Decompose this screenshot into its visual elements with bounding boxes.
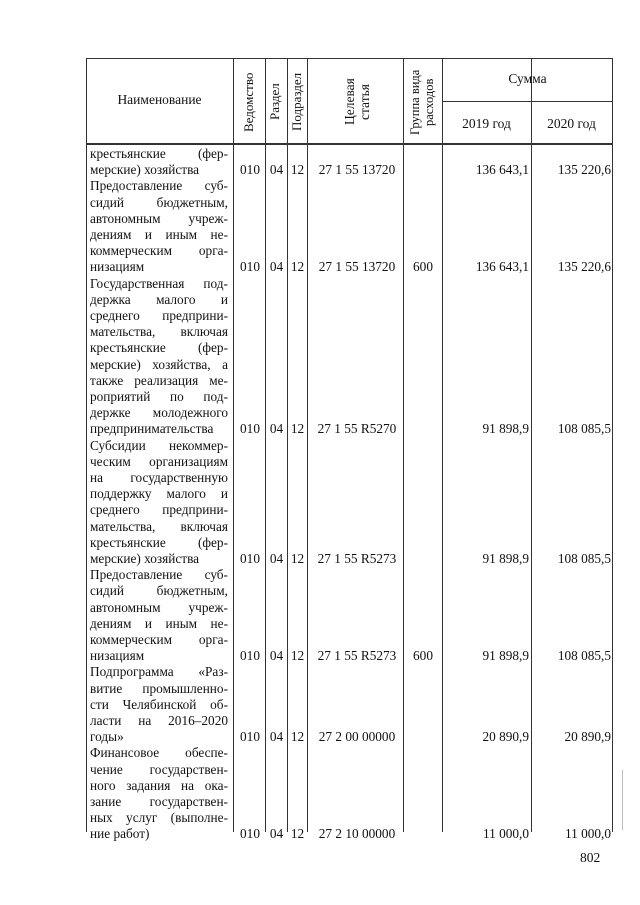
row-name-line: коммерческим орга- <box>90 243 228 259</box>
row-name-line: на государственную <box>90 470 228 485</box>
row-name-line: среднего предприни- <box>90 308 228 323</box>
col-line-ved <box>233 58 234 832</box>
row-podr: 12 <box>290 259 305 275</box>
row-name-line: ного задания на ока- <box>90 777 228 793</box>
row-razd: 04 <box>269 648 284 664</box>
row-name-line: мерские) хозяйства, а <box>90 356 228 372</box>
row-name-line: витие промышленно- <box>90 680 228 696</box>
row-s2019: 91 898,9 <box>482 421 529 437</box>
row-s2020: 135 220,6 <box>557 162 611 178</box>
row-name-line: держке молодежного <box>90 405 228 421</box>
row-name <box>90 567 228 664</box>
row-ved: 010 <box>240 826 260 842</box>
row-name <box>90 438 228 568</box>
row-name-line: коммерческим орга- <box>90 632 228 647</box>
row-name-line: Финансовое обеспе- <box>90 745 228 761</box>
row-name-line: ние работ) <box>90 826 150 842</box>
row-ved: 010 <box>240 259 260 275</box>
row-podr: 12 <box>290 551 305 566</box>
row-name-line: ласти на 2016–2020 <box>90 713 228 728</box>
row-name-line: зание государствен- <box>90 794 228 809</box>
row-s2019: 136 643,1 <box>475 259 529 275</box>
row-podr: 12 <box>290 826 305 842</box>
row-podr: 12 <box>290 421 305 437</box>
row-name <box>90 664 228 745</box>
row-cs: 27 1 55 R5270 <box>317 421 397 437</box>
row-name-line: дениям и иным не- <box>90 227 228 242</box>
header-celevaya-line1: Целевая <box>342 78 357 126</box>
row-name-line: крестьянские (фер- <box>90 146 228 161</box>
row-name-line: автономным учреж- <box>90 210 228 226</box>
row-s2019: 91 898,9 <box>482 551 529 566</box>
row-name <box>90 276 228 438</box>
row-name-line: крестьянские (фер- <box>90 534 228 550</box>
row-name-line: среднего предприни- <box>90 502 228 518</box>
row-name-line: предпринимательства <box>90 421 214 437</box>
row-name-line: мательства, включая <box>90 518 228 534</box>
row-s2020: 108 085,5 <box>557 551 611 566</box>
row-ved: 010 <box>240 162 260 178</box>
header-gruppa <box>408 62 438 142</box>
row-cs: 27 2 10 00000 <box>318 826 396 842</box>
page-number: 802 <box>580 850 601 865</box>
row-razd: 04 <box>269 551 284 566</box>
row-s2019: 91 898,9 <box>482 648 529 664</box>
row-name-line: крестьянские (фер- <box>90 340 228 356</box>
scan-artifact <box>622 770 623 830</box>
row-vr: 600 <box>413 648 433 664</box>
row-ved: 010 <box>240 421 260 437</box>
row-name-line: дениям и иным не- <box>90 615 228 631</box>
row-name-line: сидий бюджетным, <box>90 583 228 599</box>
header-summa: Сумма <box>508 71 547 86</box>
row-razd: 04 <box>269 729 284 745</box>
col-line-vr <box>403 58 404 832</box>
row-s2019: 20 890,9 <box>482 729 529 745</box>
row-cs: 27 1 55 13720 <box>318 162 396 178</box>
header-celevaya <box>342 64 372 140</box>
row-name-line: мательства, включая <box>90 324 228 340</box>
header-gruppa-line1: Группа вида <box>408 69 422 135</box>
row-razd: 04 <box>269 259 284 275</box>
row-name-line: автономным учреж- <box>90 599 228 615</box>
row-s2019: 136 643,1 <box>475 162 529 178</box>
row-name-line: ческим организациям <box>90 453 228 469</box>
header-year-2020: 2020 год <box>547 116 596 131</box>
row-name-line: роприятий по под- <box>90 389 228 405</box>
header-year-2019: 2019 год <box>462 116 511 131</box>
row-cs: 27 1 55 13720 <box>318 259 396 275</box>
row-podr: 12 <box>290 162 305 178</box>
header-razdel: Раздел <box>267 83 282 121</box>
header-celevaya-line2: статья <box>357 84 372 120</box>
row-ved: 010 <box>240 648 260 664</box>
row-ved: 010 <box>240 551 260 566</box>
col-line-right <box>612 58 613 832</box>
row-name-line: Субсидии некоммер- <box>90 437 228 453</box>
row-ved: 010 <box>240 729 260 745</box>
row-name-line: низациям <box>90 648 145 664</box>
row-podr: 12 <box>290 729 305 745</box>
row-cs: 27 2 00 00000 <box>318 729 396 745</box>
col-line-cs <box>307 58 308 832</box>
row-vr: 600 <box>413 259 433 275</box>
row-podr: 12 <box>290 648 305 664</box>
row-name-line: Предоставление суб- <box>90 178 228 194</box>
header-podrazdel: Подраздел <box>289 72 304 132</box>
row-name-line: Подпрограмма «Раз- <box>90 664 228 680</box>
col-line-podr <box>287 58 288 832</box>
row-name <box>90 178 228 275</box>
row-name-line: сидий бюджетным, <box>90 194 228 210</box>
row-razd: 04 <box>269 826 284 842</box>
header-vedomstvo: Ведомство <box>241 72 256 132</box>
row-name-line: держка малого и <box>90 291 228 307</box>
row-cs: 27 1 55 R5273 <box>317 648 397 664</box>
row-s2020: 11 000,0 <box>564 826 611 842</box>
row-s2019: 11 000,0 <box>482 826 529 842</box>
row-name-line: сти Челябинской об- <box>90 696 228 712</box>
row-name-line: низациям <box>90 259 145 275</box>
row-name-line: Предоставление суб- <box>90 567 228 583</box>
row-name-line: годы» <box>90 729 124 745</box>
row-name-line: также реализация ме- <box>90 372 228 388</box>
header-bottom-line <box>86 144 613 145</box>
col-line-name <box>86 58 87 832</box>
row-name <box>90 146 228 178</box>
row-name-line: мерские) хозяйства <box>90 162 200 178</box>
row-name-line: поддержку малого и <box>90 486 228 502</box>
header-name: Наименование <box>117 92 202 107</box>
row-name-line: ных услуг (выполне- <box>90 810 228 826</box>
row-name <box>90 745 228 842</box>
row-name-line: Государственная под- <box>90 275 228 291</box>
row-s2020: 135 220,6 <box>557 259 611 275</box>
summa-divider <box>442 101 613 102</box>
row-s2020: 108 085,5 <box>557 421 611 437</box>
header-gruppa-line2: расходов <box>422 78 436 126</box>
row-name-line: чение государствен- <box>90 761 228 777</box>
row-razd: 04 <box>269 162 284 178</box>
row-s2020: 108 085,5 <box>557 648 611 664</box>
col-line-razd <box>265 58 266 832</box>
row-name-line: мерские) хозяйства <box>90 551 200 567</box>
row-cs: 27 1 55 R5273 <box>317 551 397 566</box>
row-razd: 04 <box>269 421 284 437</box>
row-s2020: 20 890,9 <box>564 729 611 745</box>
